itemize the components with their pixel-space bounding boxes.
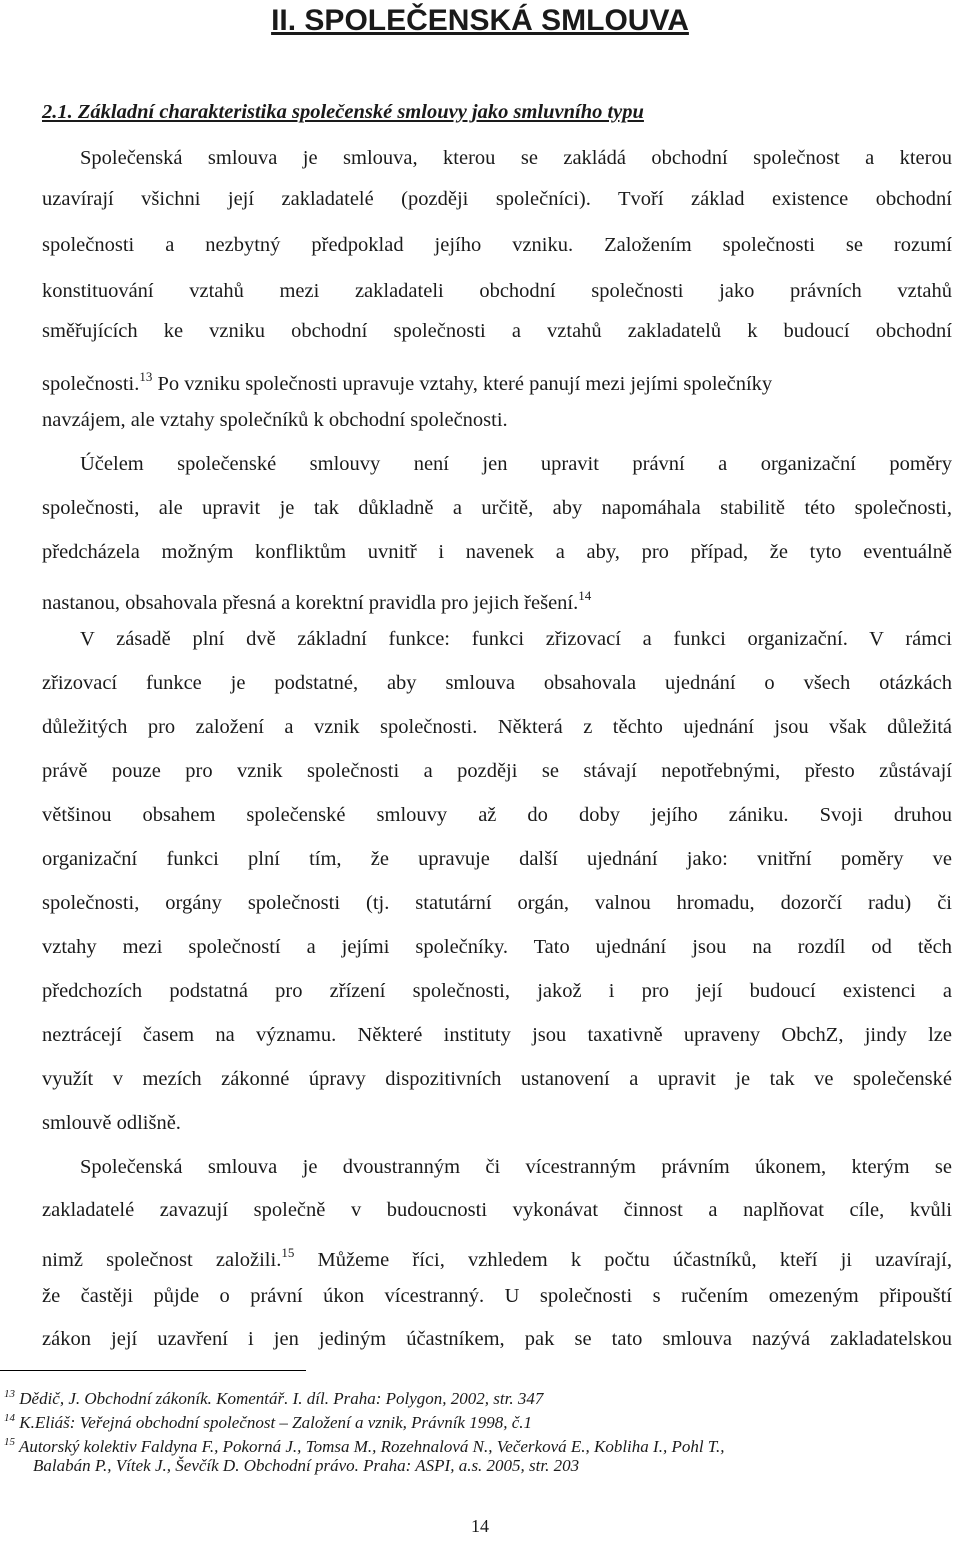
text-line: Účelem společenské smlouvy není jen upravit právní a organizační poměry bbox=[80, 453, 952, 475]
text-line: uzavírají všichni její zakladatelé (později společníci). Tvoří základ existence obchodní bbox=[42, 188, 952, 210]
text-line: společnosti a nezbytný předpoklad jejího vzniku. Založením společnosti se rozumí bbox=[42, 234, 952, 256]
footnote-15 bbox=[4, 1432, 725, 1457]
text-line: zákon její uzavření i jen jediným účastníkem, pak se tato smlouva nazývá zakladatelskou bbox=[42, 1328, 952, 1350]
text-line: Společenská smlouva je dvoustranným či vícestranným právním úkonem, kterým se bbox=[80, 1156, 952, 1178]
footnote-ref-13: 13 bbox=[139, 369, 153, 384]
footnote-text: K.Eliáš: Veřejná obchodní společnost – Založení a vznik, Právník 1998, č.1 bbox=[19, 1413, 533, 1432]
text-fragment: Po vzniku společnosti upravuje vztahy, které panují mezi jejími společníky bbox=[157, 373, 773, 395]
text-line: vztahy mezi společností a jejími společníky. Tato ujednání jsou na rozdíl od těch bbox=[42, 936, 952, 958]
text-fragment: společnosti. bbox=[42, 373, 140, 395]
text-line: důležitých pro založení a vznik společnosti. Některá z těchto ujednání jsou však důležitá bbox=[42, 716, 952, 738]
text-line: navzájem, ale vztahy společníků k obchodní společnosti. bbox=[42, 409, 508, 431]
footnote-text: Dědič, J. Obchodní zákoník. Komentář. I. díl. Praha: Polygon, 2002, str. 347 bbox=[19, 1389, 544, 1408]
text-line: neztrácejí časem na významu. Některé instituty jsou taxativně upraveny ObchZ, jindy lze bbox=[42, 1024, 952, 1046]
chapter-title: II. SPOLEČENSKÁ SMLOUVA bbox=[271, 4, 689, 37]
text-line: společnosti, ale upravit je tak důkladně a určitě, aby napomáhala stabilitě této společnosti, bbox=[42, 497, 952, 519]
text-fragment: nimž společnost založili. bbox=[42, 1249, 282, 1271]
footnote-ref-15: 15 bbox=[281, 1245, 295, 1260]
section-heading: 2.1. Základní charakteristika společenské smlouvy jako smluvního typu bbox=[42, 101, 644, 123]
text-line: zřizovací funkce je podstatné, aby smlouva obsahovala ujednání o všech otázkách bbox=[42, 672, 952, 694]
text-line: většinou obsahem společenské smlouvy až do doby jejího zániku. Svoji druhou bbox=[42, 804, 952, 826]
text-line: organizační funkci plní tím, že upravuje další ujednání jako: vnitřní poměry ve bbox=[42, 848, 952, 870]
text-line: využít v mezích zákonné úpravy dispozitivních ustanovení a upravit je tak ve společenské bbox=[42, 1068, 952, 1090]
text-line: směřujících ke vzniku obchodní společnosti a vztahů zakladatelů k budoucí obchodní bbox=[42, 320, 952, 342]
text-line bbox=[42, 1240, 952, 1273]
text-line: smlouvě odlišně. bbox=[42, 1112, 181, 1134]
footnote-number: 14 bbox=[4, 1412, 15, 1424]
text-line: předchozích podstatná pro zřízení společnosti, jakož i pro její budoucí existenci a bbox=[42, 980, 952, 1002]
footnote-number: 13 bbox=[4, 1388, 15, 1400]
footnote-ref-14: 14 bbox=[578, 588, 592, 603]
text-line: právě pouze pro vznik společnosti a později se stávají nepotřebnými, přesto zůstávají bbox=[42, 760, 952, 782]
text-line: zakladatelé zavazují společně v budoucnosti vykonávat činnost a naplňovat cíle, kvůli bbox=[42, 1199, 952, 1221]
footnote-14 bbox=[4, 1408, 532, 1433]
footnote-text: Autorský kolektiv Faldyna F., Pokorná J., Tomsa M., Rozehnalová N., Večerková E., Kobliha I., Pohl T., bbox=[18, 1437, 725, 1456]
text-line: společnosti, orgány společnosti (tj. statutární orgán, valnou hromadu, dozorčí radu) či bbox=[42, 892, 952, 914]
footnote-13 bbox=[4, 1384, 543, 1409]
text-fragment: nastanou, obsahovala přesná a korektní pravidla pro jejich řešení. bbox=[42, 592, 579, 614]
text-line bbox=[42, 583, 591, 616]
footnote-separator bbox=[0, 1370, 306, 1371]
page-number: 14 bbox=[471, 1516, 489, 1536]
text-line bbox=[42, 364, 772, 397]
text-line: že častěji půjde o právní úkon vícestranný. U společnosti s ručením omezeným připouští bbox=[42, 1285, 952, 1307]
text-line: konstituování vztahů mezi zakladateli obchodní společnosti jako právních vztahů bbox=[42, 280, 952, 302]
text-line: Společenská smlouva je smlouva, kterou se zakládá obchodní společnost a kterou bbox=[80, 147, 952, 169]
text-fragment: Můžeme říci, vzhledem k počtu účastníků, kteří ji uzavírají, bbox=[317, 1249, 952, 1271]
footnote-15-continuation: Balabán P., Vítek J., Ševčík D. Obchodní právo. Praha: ASPI, a.s. 2005, str. 203 bbox=[33, 1456, 580, 1475]
text-line: V zásadě plní dvě základní funkce: funkci zřizovací a funkci organizační. V rámci bbox=[80, 628, 952, 650]
footnote-number: 15 bbox=[4, 1436, 15, 1448]
text-line: předcházela možným konfliktům uvnitř i navenek a aby, pro případ, že tyto eventuálně bbox=[42, 541, 952, 563]
